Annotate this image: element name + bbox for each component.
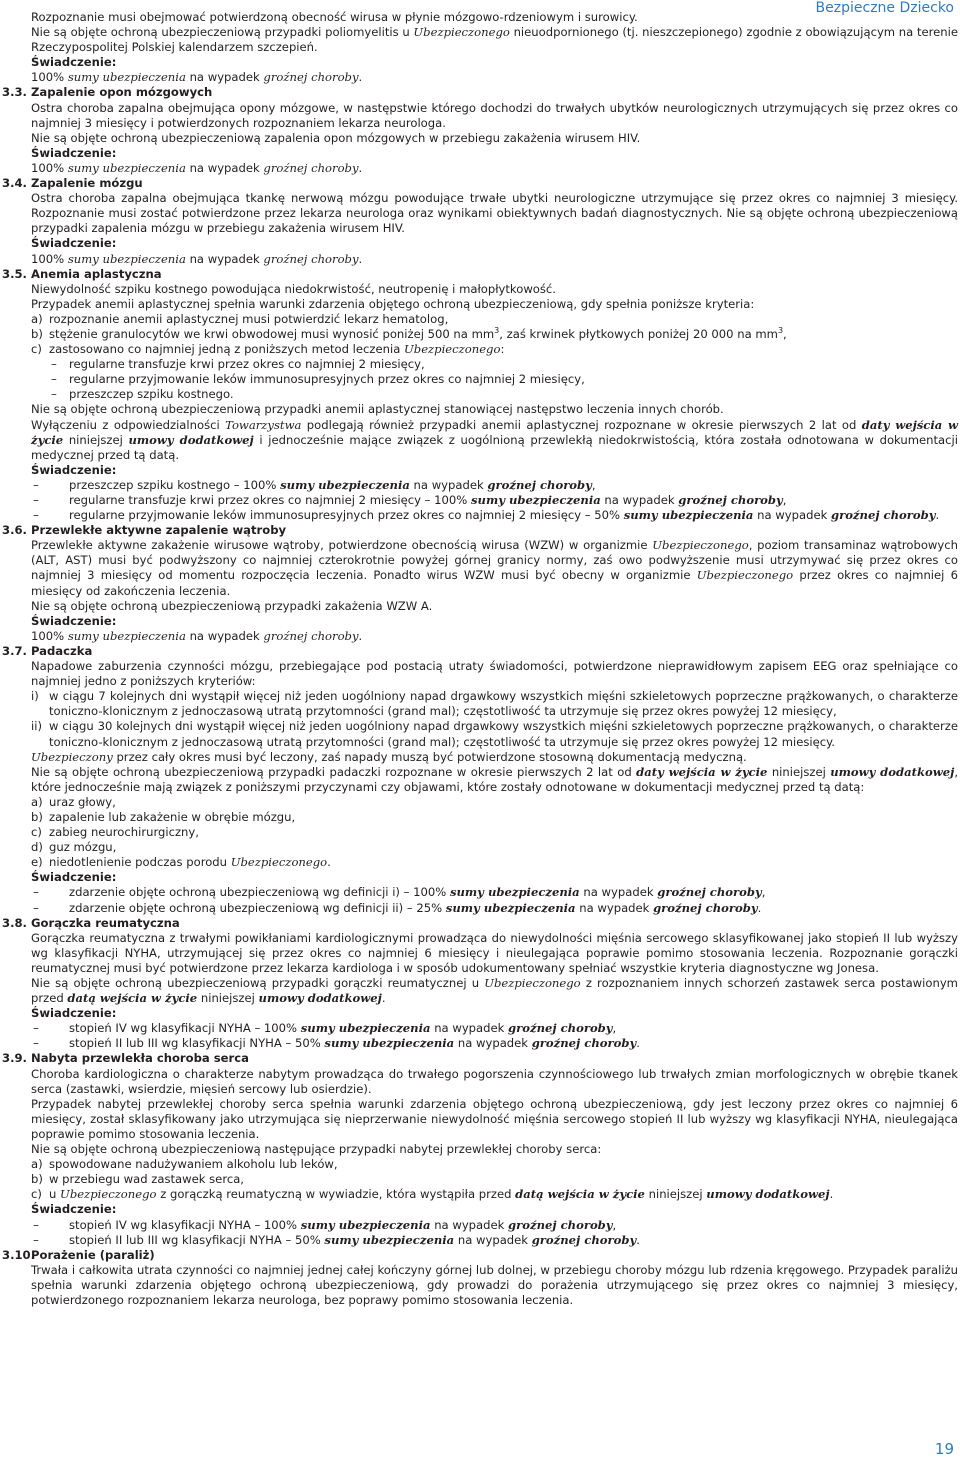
section-number: 3.6. xyxy=(2,523,27,538)
paragraph: Ostra choroba zapalna obejmująca tkankę nerwową mózgu powodujące trwałe ubytki neurologiczne utrzymujące się przez okres co najmniej 3 miesięcy. Rozpoznanie musi zostać potwierdzone przez lekarza neurologa oraz wynikami obiektywnych badań diagnostycznych. Nie są objęte ochroną ubezpieczeniową przypadki zapalenia mózgu w przebiegu zakażenia wirusem HIV. xyxy=(31,191,958,236)
paragraph: Napadowe zaburzenia czynności mózgu, przebiegające pod postacią utraty świadomości, potwierdzone nieprawidłowym zapisem EEG oraz spełniające co najmniej jedno z poniższych kryteriów: xyxy=(31,659,958,689)
benefit-amount: 100% sumy ubezpieczenia na wypadek groźnej choroby. xyxy=(31,160,363,175)
section-number: 3.5. xyxy=(2,266,27,281)
section-title: Zapalenie mózgu xyxy=(31,176,143,191)
list-item: b) w przebiegu wad zastawek serca, xyxy=(31,1172,244,1187)
benefit-item: – zdarzenie objęte ochroną ubezpieczeniową wg definicji i) – 100% sumy ubezpieczenia na wypadek groźnej choroby, xyxy=(33,885,766,900)
benefit-item: – stopień II lub III wg klasyfikacji NYHA – 50% sumy ubezpieczenia na wypadek groźnej choroby. xyxy=(33,1232,640,1247)
paragraph: Nie są objęte ochroną ubezpieczeniową przypadki gorączki reumatycznej u Ubezpieczonego z rozpoznaniem innych schorzeń zastawek serca postawionym przed datą wejścia w życie niniejszej umowy dodatkowej. xyxy=(31,976,958,1006)
benefit-item: – regularne przyjmowanie leków immunosupresyjnych przez okres co najmniej 2 miesięcy – 50% sumy ubezpieczenia na wypadek groźnej choroby. xyxy=(33,508,940,523)
header-brand: Bezpieczne Dziecko xyxy=(815,0,954,16)
benefit-amount: 100% sumy ubezpieczenia na wypadek groźnej choroby. xyxy=(31,251,363,266)
section-number: 3.9. xyxy=(2,1051,27,1066)
list-item: i) w ciągu 7 kolejnych dni wystąpił więcej niż jeden uogólniony napad drgawkowy wszystkich mięśni szkieletowych poprzeczne prążkowanych, o charakterze toniczno-klonicznym z jednoczasową utratą przytomności (grand mal); częstotliwość ta utrzymuje się przez okres powyżej 12 miesięcy, xyxy=(31,689,958,719)
benefit-label: Świadczenie: xyxy=(31,236,117,251)
benefit-item: – stopień IV wg klasyfikacji NYHA – 100% sumy ubezpieczenia na wypadek groźnej choroby, xyxy=(33,1217,617,1232)
section-3-10 xyxy=(0,1248,958,1308)
list-item: – przeszczep szpiku kostnego. xyxy=(51,387,234,402)
list-item: a) rozpoznanie anemii aplastycznej musi potwierdzić lekarz hematolog, xyxy=(31,311,449,326)
benefit-label: Świadczenie: xyxy=(31,870,117,885)
benefit-item: – przeszczep szpiku kostnego – 100% sumy ubezpieczenia na wypadek groźnej choroby, xyxy=(33,477,596,492)
section-3-8 xyxy=(0,916,958,1052)
paragraph: Nie są objęte ochroną ubezpieczeniową przypadki padaczki rozpoznane w okresie pierwszych 2 lat od daty wejścia w życie niniejszej umowy dodatkowej, które jednocześnie mają związek z poniższymi przyczynami czy objawami, które zostały odnotowane w dokumentacji medycznej przed tą datą: xyxy=(31,764,958,794)
section-3-7 xyxy=(0,644,958,916)
section-3-6 xyxy=(0,523,958,644)
benefit-label: Świadczenie: xyxy=(31,145,117,160)
section-number: 3.7. xyxy=(2,643,27,658)
paragraph: Przypadek nabytej przewlekłej choroby serca spełnia warunki zdarzenia objętego ochroną ubezpieczeniową, gdy jest leczony przez okres co najmniej 6 miesięcy, został sklasyfikowany jako utrzymująca się nieprzerwanie niewydolność mięśnia sercowego stopień II lub wyższy wg klasyfikacji NYHA, nieulegająca poprawie pomimo stosowania leczenia. xyxy=(31,1096,958,1141)
paragraph: Wyłączeniu z odpowiedzialności Towarzystwa podlegają również przypadki anemii aplastycznej rozpoznane w okresie pierwszych 2 lat od daty wejścia w życie niniejszej umowy dodatkowej i jednocześnie mające związek z uogólnioną przewlekłą niedokrwistością, która została odnotowana w dokumentacji medycznej przed tą datą. xyxy=(31,417,958,462)
section-title: Gorączka reumatyczna xyxy=(31,915,180,930)
list-item: b) zapalenie lub zakażenie w obrębie mózgu, xyxy=(31,809,296,824)
section-3-4 xyxy=(0,176,958,267)
benefit-item: – stopień II lub III wg klasyfikacji NYHA – 50% sumy ubezpieczenia na wypadek groźnej choroby. xyxy=(33,1036,640,1051)
section-title: Przewlekłe aktywne zapalenie wątroby xyxy=(31,523,287,538)
section-number: 3.3. xyxy=(2,85,27,100)
benefit-label: Świadczenie: xyxy=(31,1202,117,1217)
document-body xyxy=(0,10,958,1308)
paragraph: Gorączka reumatyczna z trwałymi powikłaniami kardiologicznymi prowadząca do niewydolności mięśnia sercowego sklasyfikowanej jako stopień II lub wyższy wg klasyfikacji NYHA, utrzymującej się przez okres co najmniej 6 miesięcy i nieulegająca poprawie pomimo stosowania leczenia. Rozpoznanie gorączki reumatycznej musi być potwierdzone przez lekarza kardiologa i w sposób udokumentowany spełniać wszystkie kryteria diagnostyczne wg Jonesa. xyxy=(31,930,958,975)
list-item: d) guz mózgu, xyxy=(31,840,117,855)
benefit-item: – stopień IV wg klasyfikacji NYHA – 100% sumy ubezpieczenia na wypadek groźnej choroby, xyxy=(33,1021,617,1036)
section-3-5 xyxy=(0,267,958,524)
page-number: 19 xyxy=(934,1439,954,1458)
paragraph: Nie są objęte ochroną ubezpieczeniową przypadki anemii aplastycznej stanowiącej następstwo leczenia innych chorób. xyxy=(31,402,724,417)
intro-section xyxy=(0,10,958,85)
list-item: c) zabieg neurochirurgiczny, xyxy=(31,825,199,840)
section-3-9 xyxy=(0,1051,958,1247)
paragraph: Nie są objęte ochroną ubezpieczeniową przypadki zakażenia WZW A. xyxy=(31,598,433,613)
list-item: c) zastosowano co najmniej jedną z poniższych metod leczenia Ubezpieczonego: xyxy=(31,342,505,357)
list-item: ii) w ciągu 30 kolejnych dni wystąpił więcej niż jeden uogólniony napad drgawkowy wszystkich mięśni szkieletowych poprzeczne prążkowanych, o charakterze toniczno-klonicznym z jednoczasową utratą przytomności (grand mal); częstotliwość ta utrzymuje się przez okres powyżej 12 miesięcy. xyxy=(31,719,958,749)
paragraph: Choroba kardiologiczna o charakterze nabytym prowadząca do trwałego pogorszenia czynnościowego lub trwałych zmian morfologicznych w obrębie tkanek serca (zastawki, wsierdzie, mięsień sercowy lub osierdzie). xyxy=(31,1066,958,1096)
benefit-item: – regularne transfuzje krwi przez okres co najmniej 2 miesięcy – 100% sumy ubezpieczenia na wypadek groźnej choroby, xyxy=(33,493,787,507)
list-item: a) spowodowane nadużywaniem alkoholu lub leków, xyxy=(31,1157,338,1172)
paragraph: Przypadek anemii aplastycznej spełnia warunki zdarzenia objętego ochroną ubezpieczeniową, gdy spełnia poniższe kryteria: xyxy=(31,296,755,311)
section-number: 3.4. xyxy=(2,176,27,191)
paragraph: Trwała i całkowita utrata czynności co najmniej jednej całej kończyny górnej lub dolnej, w przebiegu choroby mózgu lub rdzenia kręgowego. Przypadek paraliżu spełnia warunki zdarzenia objętego ochroną ubezpieczeniową, gdy prowadzi do porażenia utrzymującego się przez okres co najmniej 3 miesięcy, potwierdzonego rozpoznaniem lekarza neurologa, bez poprawy pomimo stosowania leczenia. xyxy=(31,1262,958,1307)
section-number: 3.8. xyxy=(2,915,27,930)
benefit-amount: 100% sumy ubezpieczenia na wypadek groźnej choroby. xyxy=(31,70,363,85)
list-item: e) niedotlenienie podczas porodu Ubezpieczonego. xyxy=(31,855,331,870)
paragraph: Niewydolność szpiku kostnego powodująca niedokrwistość, neutropenię i małopłytkowość. xyxy=(31,281,556,296)
section-3-3 xyxy=(0,85,958,176)
paragraph: Rozpoznanie musi obejmować potwierdzoną obecność wirusa w płynie mózgowo-rdzeniowym i surowicy. xyxy=(31,10,638,24)
benefit-label: Świadczenie: xyxy=(31,55,117,70)
list-item: b) stężenie granulocytów we krwi obwodowej musi wynosić poniżej 500 na $mm^3$, zaś krwinek płytkowych poniżej 20 000 na $mm^3$, xyxy=(31,326,787,341)
paragraph: Nie są objęte ochroną ubezpieczeniową przypadki poliomyelitis u Ubezpieczonego nieuodpornionego (tj. nieszczepionego) zgodnie z obowiązującym na terenie Rzeczypospolitej Polskiej kalendarzem szczepień. xyxy=(31,25,958,55)
paragraph: Przewlekłe aktywne zakażenie wirusowe wątroby, potwierdzone obecnością wirusa (WZW) w organizmie Ubezpieczonego, poziom transaminaz wątrobowych (ALT, AST) musi być podwyższony co najmniej czterokrotnie powyżej górnej granicy normy, zaś owo podwyższenie musi utrzymywać się przez okres co najmniej 3 miesięcy od momentu rozpoczęcia leczenia. Ponadto wirus WZW musi być obecny w organizmie Ubezpieczonego przez okres co najmniej 6 miesięcy od zakończenia leczenia. xyxy=(31,538,958,598)
benefit-label: Świadczenie: xyxy=(31,1006,117,1021)
list-item: – regularne przyjmowanie leków immunosupresyjnych przez okres co najmniej 2 miesięcy, xyxy=(51,372,585,387)
benefit-label: Świadczenie: xyxy=(31,462,117,477)
section-title: Anemia aplastyczna xyxy=(31,266,162,281)
section-number: 3.10. xyxy=(2,1247,36,1262)
section-title: Zapalenie opon mózgowych xyxy=(31,85,213,100)
benefit-item: – zdarzenie objęte ochroną ubezpieczeniową wg definicji ii) – 25% sumy ubezpieczenia na wypadek groźnej choroby. xyxy=(33,900,762,915)
section-title: Porażenie (paraliż) xyxy=(31,1247,155,1262)
paragraph: Nie są objęte ochroną ubezpieczeniową następujące przypadki nabytej przewlekłej choroby serca: xyxy=(31,1142,602,1157)
section-title: Nabyta przewlekła choroba serca xyxy=(31,1051,249,1066)
paragraph: Ostra choroba zapalna obejmująca opony mózgowe, w następstwie którego dochodzi do trwałych ubytków neurologicznych utrzymujących się przez okres co najmniej 3 miesięcy i potwierdzonych rozpoznaniem lekarza neurologa. xyxy=(31,100,958,130)
section-title: Padaczka xyxy=(31,643,93,658)
list-item: c) u Ubezpieczonego z gorączką reumatyczną w wywiadzie, która wystąpiła przed datą wejścia w życie niniejszej umowy dodatkowej. xyxy=(31,1187,834,1202)
list-item: a) uraz głowy, xyxy=(31,794,116,809)
paragraph: Ubezpieczony przez cały okres musi być leczony, zaś napady muszą być potwierdzone stosowną dokumentacją medyczną. xyxy=(31,749,747,764)
list-item: – regularne transfuzje krwi przez okres co najmniej 2 miesięcy, xyxy=(51,357,425,372)
benefit-amount: 100% sumy ubezpieczenia na wypadek groźnej choroby. xyxy=(31,628,363,643)
benefit-label: Świadczenie: xyxy=(31,613,117,628)
paragraph: Nie są objęte ochroną ubezpieczeniową zapalenia opon mózgowych w przebiegu zakażenia wirusem HIV. xyxy=(31,130,641,145)
